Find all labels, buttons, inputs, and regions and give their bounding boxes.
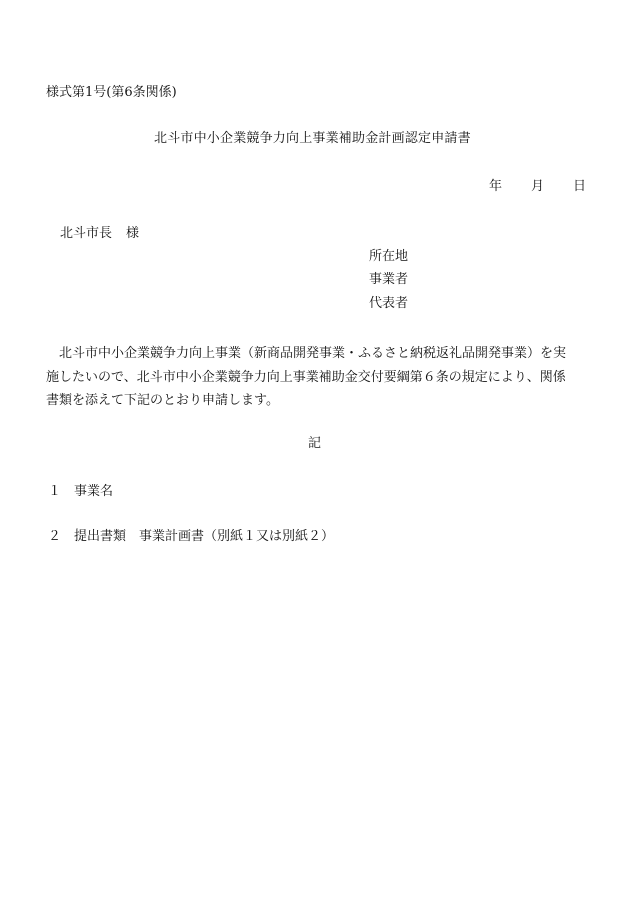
addressee-name: 北斗市長 [60,226,113,241]
document-title: 北斗市中小企業競争力向上事業補助金計画認定申請書 [154,131,471,146]
application-body-text [46,342,586,413]
date-day-label: 日 [573,179,587,194]
date-line [489,179,586,195]
item-text: 提出書類 事業計画書（別紙１又は別紙２） [74,529,335,544]
body-line: 施したいので、北斗市中小企業競争力向上事業補助金交付要綱第６条の規定により、関係 [46,369,566,385]
item-number: ２ [48,529,62,544]
date-month-label: 月 [531,179,545,194]
addressee-honorific: 様 [126,226,140,241]
applicant-representative-label: 代表者 [369,296,409,311]
body-line: 書類を添えて下記のとおり申請します。 [46,393,279,408]
list-item [48,484,113,500]
item-text: 事業名 [74,484,114,499]
item-number: １ [48,484,62,499]
list-item [48,529,334,545]
form-number: 様式第1号(第6条関係) [46,85,177,100]
applicant-operator-label: 事業者 [369,272,409,287]
addressee [60,226,139,242]
ki-heading: 記 [308,436,322,451]
applicant-address-label: 所在地 [369,249,409,264]
body-line: 北斗市中小企業競争力向上事業（新商品開発事業・ふるさと納税返礼品開発事業）を実 [46,346,567,361]
date-year-label: 年 [489,179,503,194]
